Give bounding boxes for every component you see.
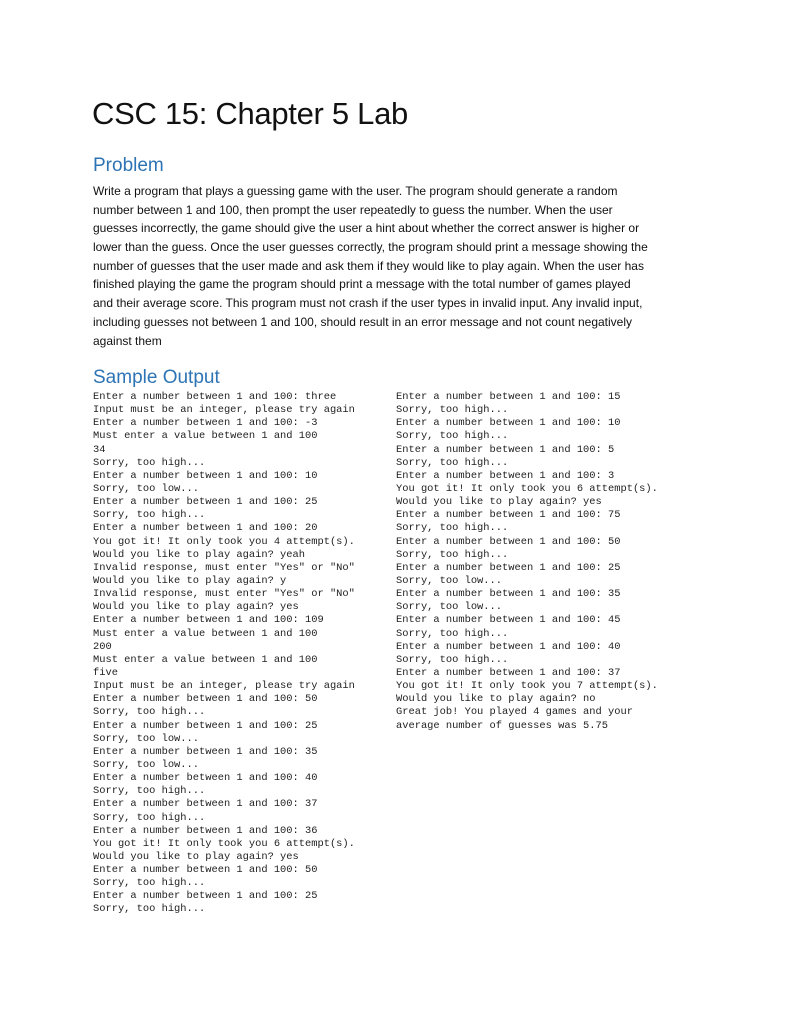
output-line: Enter a number between 1 and 100: 35: [93, 745, 318, 758]
problem-text-line: lower than the guess. Once the user guesses correctly, the program should print a message showing the: [93, 240, 648, 255]
problem-text-line: guesses incorrectly, the game should give the user a hint about whether the correct answer is higher or: [93, 221, 640, 236]
output-line: Great job! You played 4 games and your: [396, 706, 633, 719]
sample-output-heading: Sample Output: [93, 367, 220, 388]
output-line: Enter a number between 1 and 100: 25: [93, 496, 318, 509]
output-line: Would you like to play again? y: [93, 574, 287, 587]
output-line: Enter a number between 1 and 100: 36: [93, 824, 318, 837]
output-line: Enter a number between 1 and 100: 40: [93, 772, 318, 785]
output-line: You got it! It only took you 6 attempt(s).: [396, 482, 658, 495]
output-line: Enter a number between 1 and 100: three: [93, 391, 337, 403]
output-line: Enter a number between 1 and 100: 10: [396, 417, 621, 430]
output-line: Enter a number between 1 and 100: 15: [396, 391, 621, 403]
output-line: Enter a number between 1 and 100: 25: [93, 890, 318, 903]
output-line: Enter a number between 1 and 100: 45: [396, 614, 621, 627]
output-line: Sorry, too low...: [396, 601, 503, 614]
problem-text-line: including guesses not between 1 and 100, should result in an error message and not count negatively: [93, 314, 633, 329]
output-line: Invalid response, must enter "Yes" or "No": [93, 588, 355, 601]
output-line: Must enter a value between 1 and 100: [93, 627, 318, 640]
output-line: Would you like to play again? no: [396, 693, 596, 706]
output-line: Sorry, too high...: [396, 548, 509, 561]
output-line: five: [93, 666, 118, 679]
output-line: Sorry, too high...: [93, 903, 206, 916]
output-line: Would you like to play again? yes: [93, 601, 299, 614]
output-line: Enter a number between 1 and 100: 35: [396, 588, 621, 601]
output-line: 34: [93, 443, 106, 456]
output-line: Enter a number between 1 and 100: 40: [396, 640, 621, 653]
output-line: Sorry, too high...: [396, 627, 509, 640]
problem-description: [93, 182, 697, 350]
output-line: Must enter a value between 1 and 100: [93, 653, 318, 666]
output-line: Enter a number between 1 and 100: 50: [93, 693, 318, 706]
output-line: Enter a number between 1 and 100: 37: [93, 798, 318, 811]
output-line: Enter a number between 1 and 100: 109: [93, 614, 324, 627]
page-title: CSC 15: Chapter 5 Lab: [92, 96, 408, 131]
output-line: Sorry, too high...: [396, 404, 509, 417]
output-line: Would you like to play again? yeah: [93, 548, 306, 561]
output-line: Sorry, too high...: [93, 456, 206, 469]
output-line: Sorry, too high...: [93, 509, 206, 522]
problem-text-line: number of guesses that the user made and ask them if they would like to play again. When the user has: [93, 258, 644, 273]
output-line: Sorry, too high...: [93, 785, 206, 798]
output-line: Sorry, too high...: [93, 811, 206, 824]
output-line: 200: [93, 640, 112, 653]
problem-text-line: number between 1 and 100, then prompt the user repeatedly to guess the number. When the user: [93, 202, 613, 217]
output-line: Sorry, too high...: [396, 456, 509, 469]
output-line: Sorry, too high...: [396, 522, 509, 535]
problem-heading: Problem: [93, 155, 164, 176]
output-line: Enter a number between 1 and 100: 10: [93, 469, 318, 482]
output-line: Would you like to play again? yes: [396, 496, 602, 509]
output-line: You got it! It only took you 4 attempt(s).: [93, 535, 355, 548]
problem-text-line: against them: [93, 333, 162, 348]
output-line: You got it! It only took you 7 attempt(s).: [396, 680, 658, 693]
output-line: Sorry, too high...: [93, 706, 206, 719]
output-line: Sorry, too low...: [93, 732, 200, 745]
output-line: Enter a number between 1 and 100: 3: [396, 469, 615, 482]
output-line: Must enter a value between 1 and 100: [93, 430, 318, 443]
output-line: Enter a number between 1 and 100: -3: [93, 417, 318, 430]
problem-text-line: finished playing the game the program should print a message with the total number of games played: [93, 277, 631, 292]
output-line: Enter a number between 1 and 100: 25: [396, 561, 621, 574]
output-line: Enter a number between 1 and 100: 75: [396, 509, 621, 522]
output-line: Sorry, too low...: [396, 574, 503, 587]
output-line: Enter a number between 1 and 100: 50: [93, 864, 318, 877]
output-line: Input must be an integer, please try again: [93, 680, 355, 693]
output-line: Enter a number between 1 and 100: 25: [93, 719, 318, 732]
output-line: Enter a number between 1 and 100: 5: [396, 443, 615, 456]
output-line: Would you like to play again? yes: [93, 850, 299, 863]
problem-text-line: and their average score. This program must not crash if the user types in invalid input. Any invalid input,: [93, 296, 643, 311]
output-line: Sorry, too low...: [93, 482, 200, 495]
output-line: Sorry, too high...: [396, 653, 509, 666]
output-line: Invalid response, must enter "Yes" or "No": [93, 561, 355, 574]
output-line: Sorry, too high...: [93, 877, 206, 890]
output-line: Enter a number between 1 and 100: 37: [396, 666, 621, 679]
output-line: Input must be an integer, please try again: [93, 404, 355, 417]
output-line: Enter a number between 1 and 100: 50: [396, 535, 621, 548]
sample-output-left-column: [93, 391, 393, 917]
problem-text-line: Write a program that plays a guessing game with the user. The program should generate a random: [93, 184, 618, 198]
output-line: You got it! It only took you 6 attempt(s).: [93, 837, 355, 850]
output-line: Enter a number between 1 and 100: 20: [93, 522, 318, 535]
output-line: Sorry, too low...: [93, 758, 200, 771]
output-line: Sorry, too high...: [396, 430, 509, 443]
output-line: average number of guesses was 5.75: [396, 719, 609, 732]
sample-output-right-column: [396, 391, 696, 733]
